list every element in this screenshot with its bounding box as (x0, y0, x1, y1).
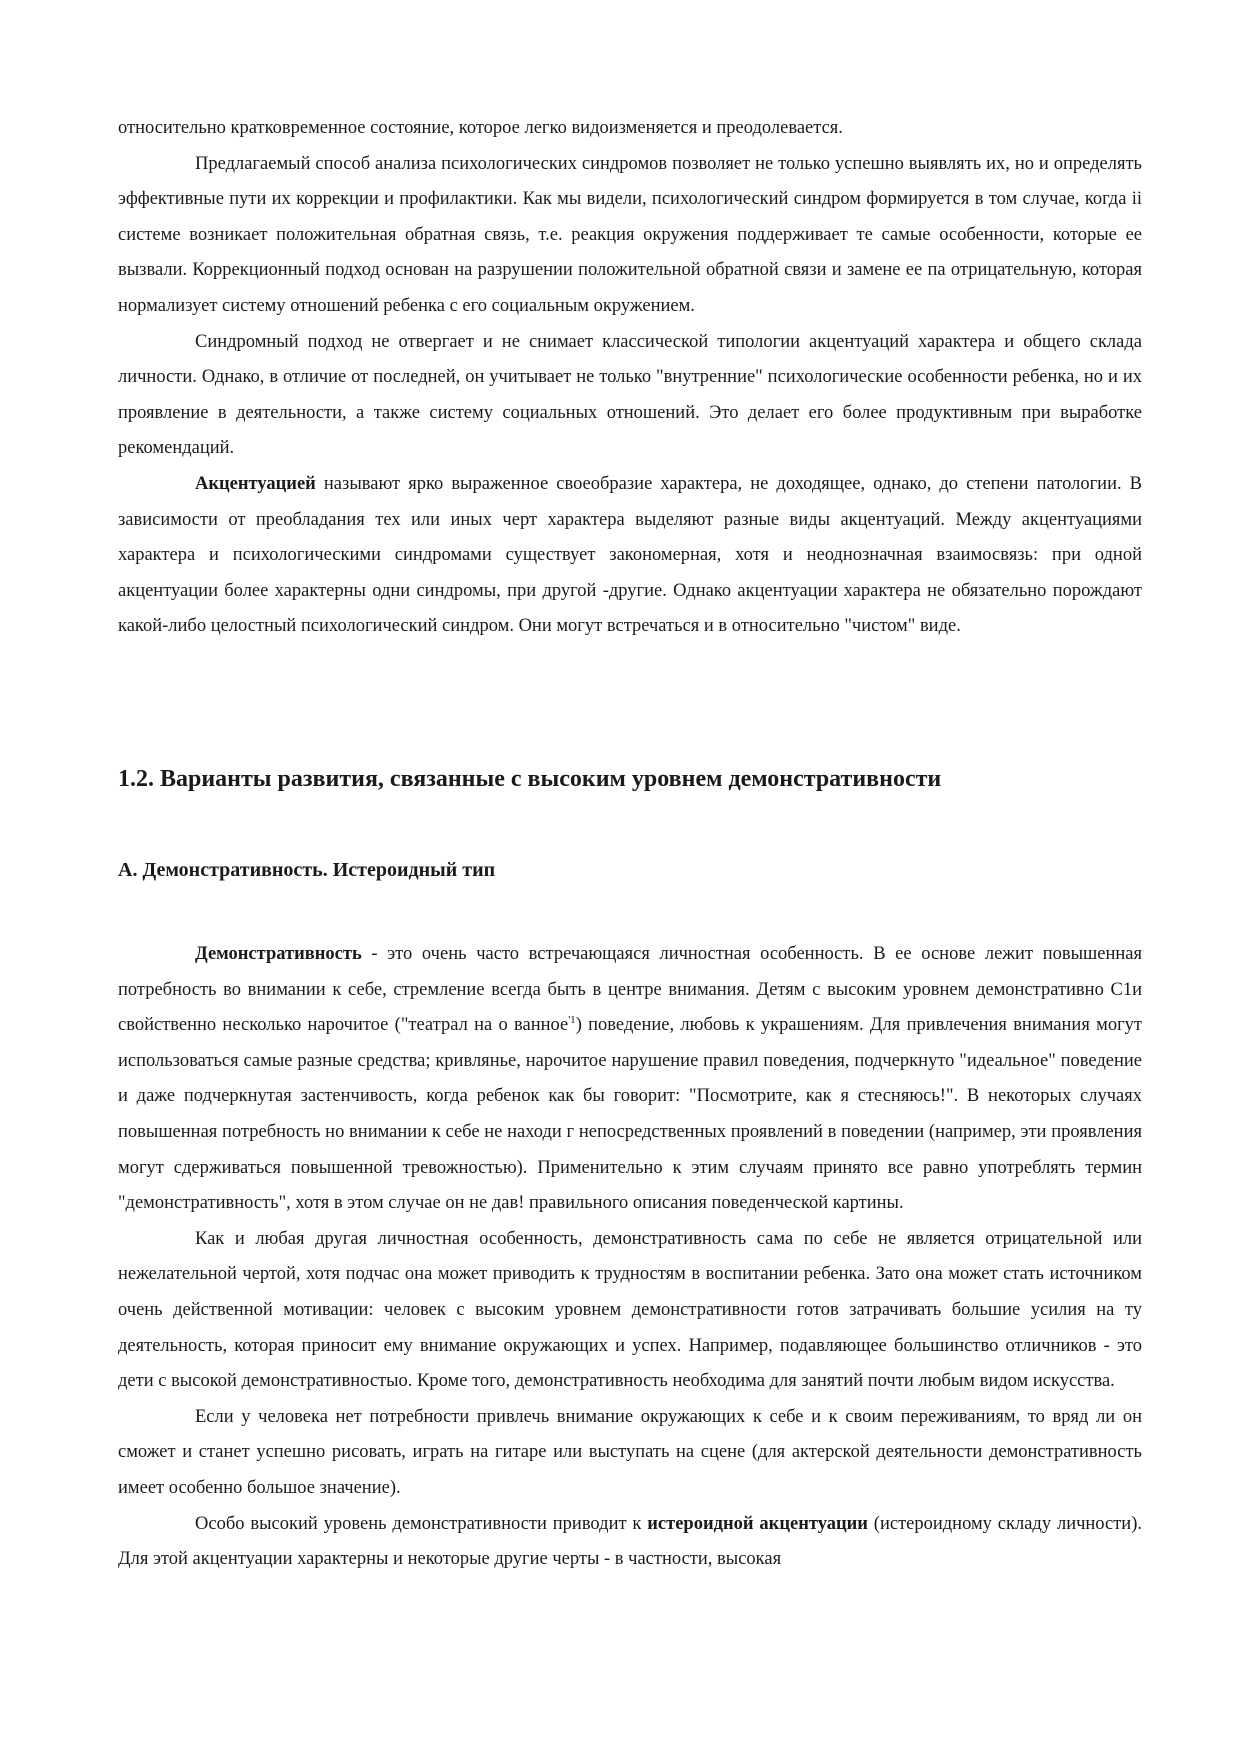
footnote-mark: '1 (568, 1014, 576, 1027)
text-block-bottom (118, 937, 1142, 1578)
paragraph-accentuation (118, 467, 1142, 645)
paragraph-accentuation-text: называют ярко выраженное своеобразие характера, не доходящее, однако, до степени патологии. В зависимости от преобладания тех или иных черт характера выделяют разные виды акцентуаций. Между акцентуациями характера и психологическими синдромами существует закономерная, хотя и неоднозначная взаимосвязь: при одной акцентуации более характерны одни синдромы, при другой -другие. Однако акцентуации характера не обязательно порождают какой-либо целостный психологический синдром. Они могут встречаться и в относительно "чистом" виде. (118, 473, 1142, 637)
paragraph-syndrome-analysis: Предлагаемый способ анализа психологических синдромов позволяет не только успешно выявлять их, но и определять эффективные пути их коррекции и профилактики. Как мы видели, психологический синдром формируется в том случае, когда ii системе возникает положительная обратная связь, т.е. реакция окружения поддерживает те самые особенности, которые ее вызвали. Коррекционный подход основан на разрушении положительной обратной связи и замене ее па отрицательную, которая нормализует систему отношений ребенка с его социальным окружением. (118, 153, 1142, 316)
paragraph-hysteroid-text-a: Особо высокий уровень демонстративности приводит к (195, 1513, 648, 1534)
paragraph-demonstrativeness-text-b: ) поведение, любовь к украшениям. Для привлечения внимания могут использоваться самые разные средства; кривлянье, нарочитое нарушение правил поведения, подчеркнуто "идеальное" поведение и даже подчеркнутая застенчивость, когда ребенок как бы говорит: "Посмотрите, как я стесняюсь!". В некоторых случаях повышенная потребность но внимании к себе не находи г непосредственных проявлений в поведении (например, эти проявления могут сдерживаться повышенной тревожностью). Применительно к этим случаям принято все равно употреблять термин "демонстративность", хотя в этом случае он не дав! правильного описания поведенческой картины. (118, 1015, 1142, 1214)
paragraph-attention-need: Если у человека нет потребности привлечь внимание окружающих к себе и к своим переживаниям, то вряд ли он сможет и станет успешно рисовать, играть на гитаре или выступать на сцене (для актерской деятельности демонстративность имеет особенно большое значение). (118, 1406, 1142, 1498)
term-demonstrativeness: Демонстративность (195, 944, 362, 964)
paragraph-demonstrativeness (118, 937, 1142, 1222)
paragraph-syndrome-approach: Синдромный подход не отвергает и не снимает классической типологии акцентуаций характера и общего склада личности. Однако, в отличие от последней, он учитывает не только "внутренние" психологические особенности ребенка, но и их проявление в деятельности, а также систему социальных отношений. Это делает его более продуктивным при выработке рекомендаций. (118, 331, 1142, 459)
paragraph-demonstrativeness-text-a: - это очень часто встречающаяся личностная особенность. В ее основе лежит повышенная потребность во внимании к себе, стремление всегда быть в центре внимания. Детям с высоким уровнем демонстративно С1и свойственно несколько нарочитое ("театрал на о ванное (118, 944, 1142, 1036)
subsection-heading: А. Демонстративность. Истероидный тип (118, 859, 496, 881)
section-heading: 1.2. Варианты развития, связанные с высоким уровнем демонстративности (118, 766, 942, 792)
text-block-top (118, 111, 1142, 645)
paragraph-hysteroid-text-b: (истероидному складу личности). Для этой акцентуации характерны и некоторые другие черты - в частности, высокая (118, 1513, 1142, 1570)
paragraph-continuation: относительно кратковременное состояние, которое легко видоизменяется и преодолевается. (118, 118, 843, 138)
term-hysteroid-accentuation: истероидной акцентуации (647, 1513, 868, 1534)
term-accentuation: Акцентуацией (195, 473, 316, 494)
paragraph-personality-trait: Как и любая другая личностная особенность, демонстративность сама по себе не является отрицательной или нежелательной чертой, хотя подчас она может приводить к трудностям в воспитании ребенка. Зато она может стать источником очень действенной мотивации: человек с высоким уровнем демонстративности готов затрачивать большие усилия на ту деятельность, которая приносит ему внимание окружающих и успех. Например, подавляющее большинство отличников - это дети с высокой демонстративностыо. Кроме того, демонстративность необходима для занятий почти любым видом искусства. (118, 1228, 1142, 1392)
paragraph-hysteroid (118, 1507, 1142, 1578)
